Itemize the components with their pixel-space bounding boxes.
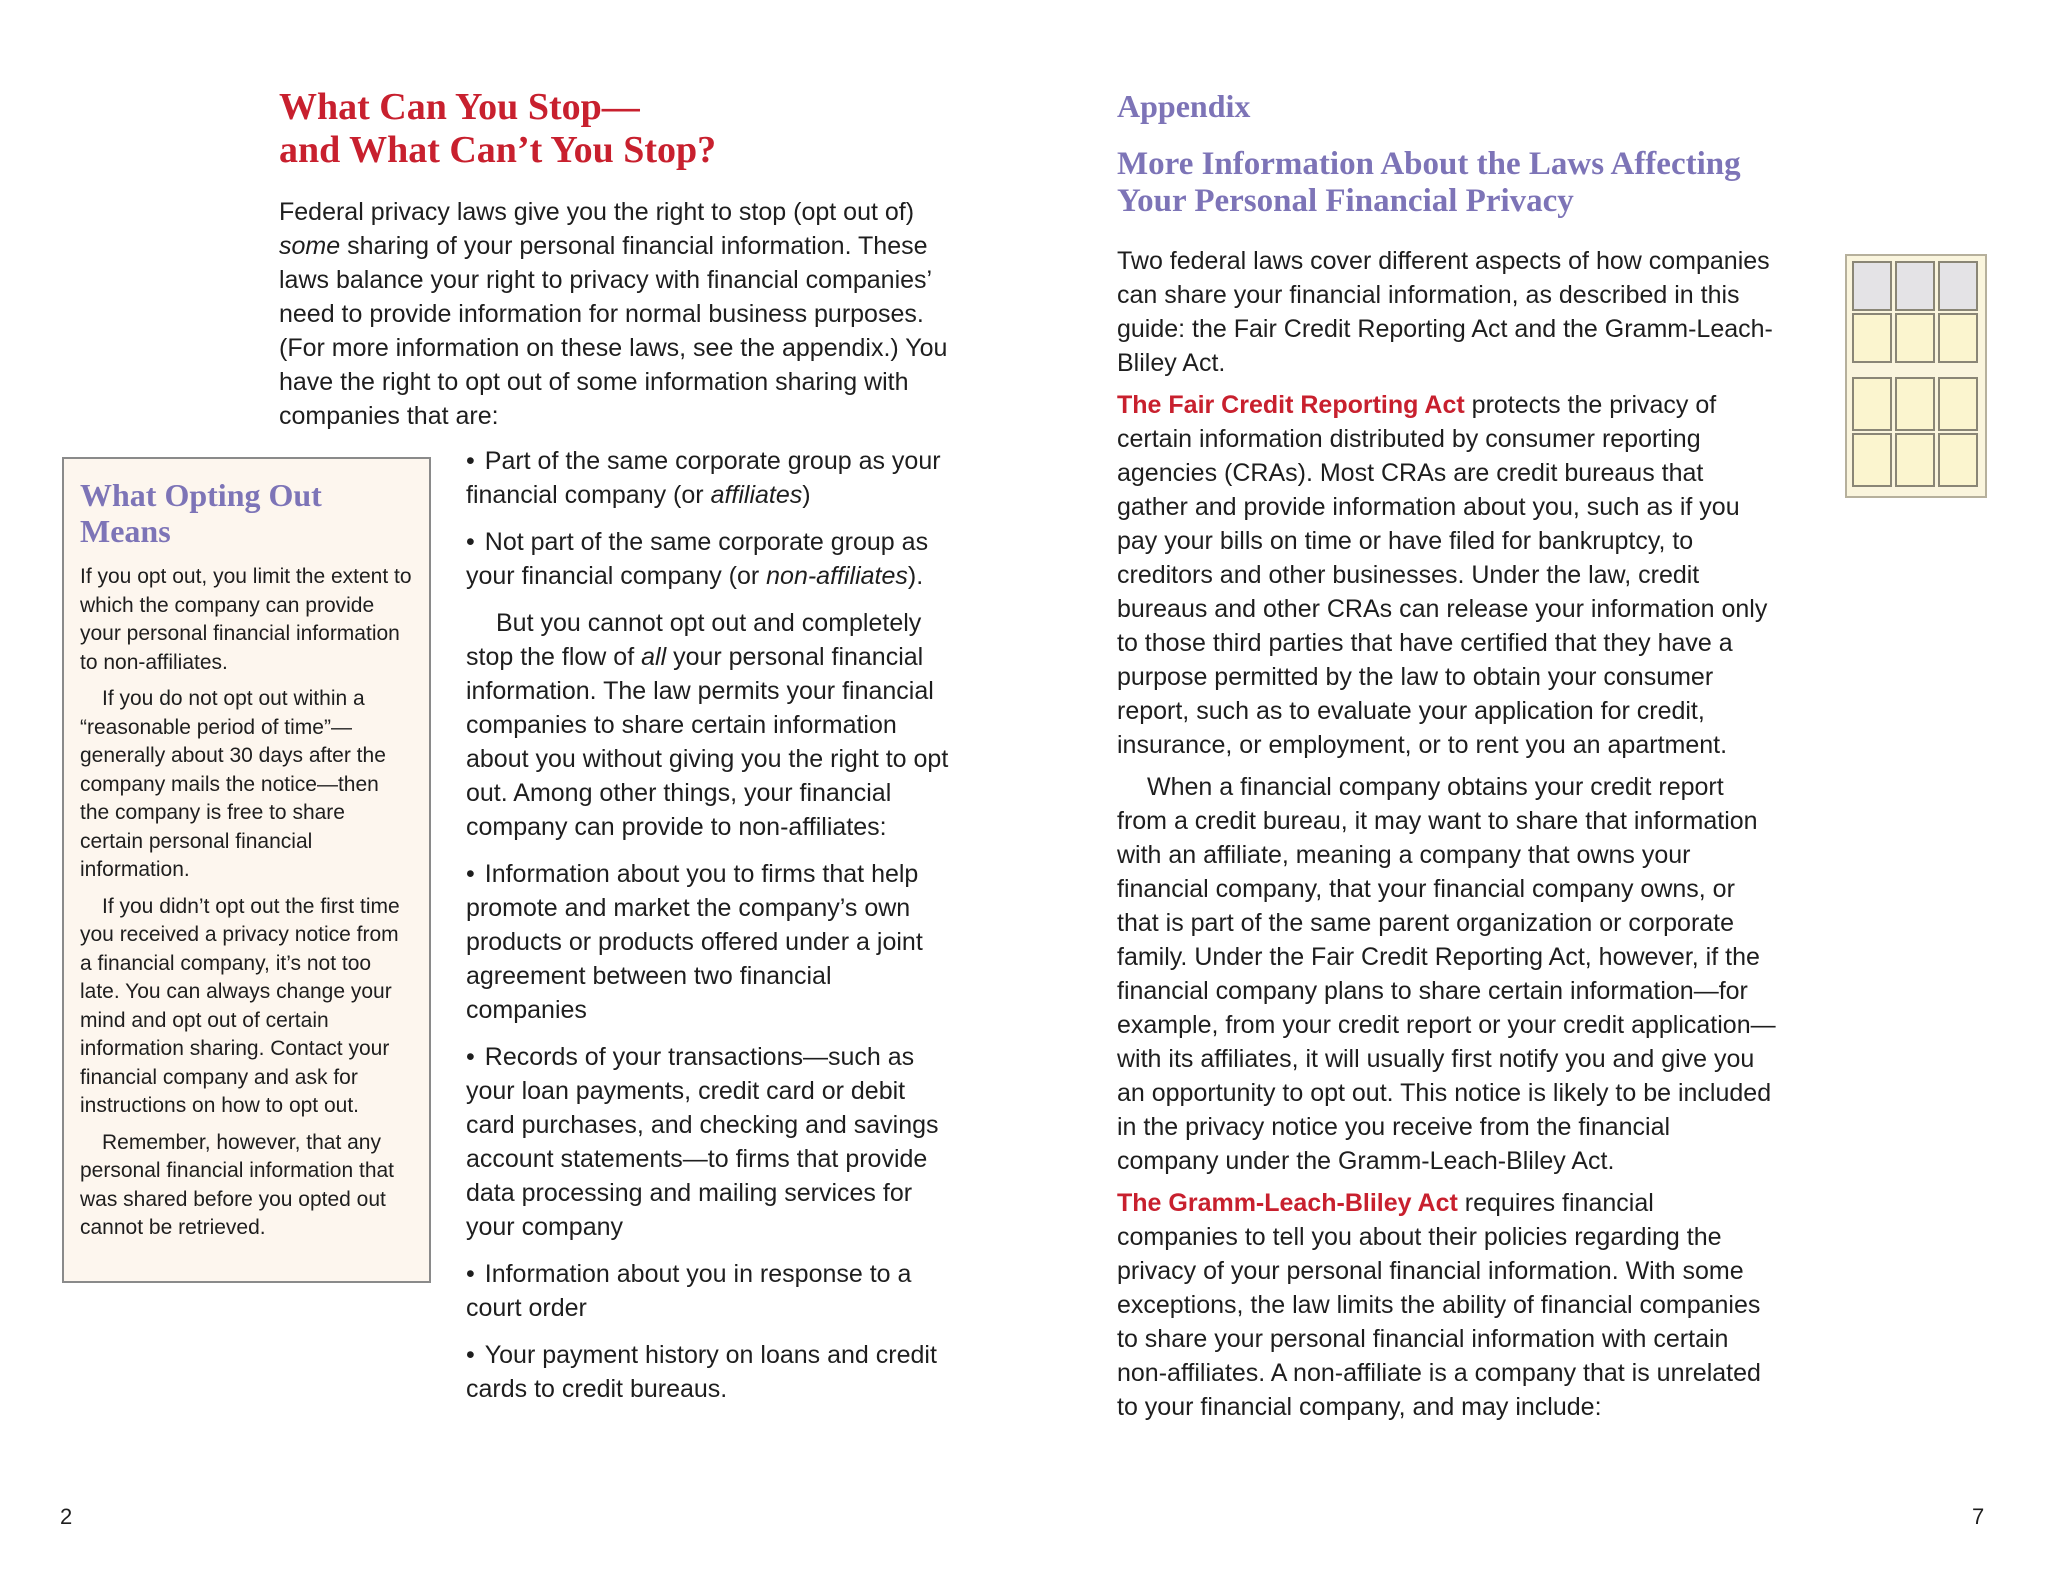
bullet-icon: • [466,447,475,475]
window-illustration-icon [1845,254,1987,498]
bullet-icon: • [466,528,475,556]
heading-line-1: More Information About the Laws Affecting [1117,146,1741,182]
body-paragraph: When a financial company obtains your credit report from a credit bureau, it may want to share that information with an affiliate, meaning a company that owns your financial company, that your financial company owns, or that is part of the same parent organization or corporate family. Under the Fair Credit Reporting Act, however, if the financial company plans to share certain information—for example, from your credit report or your credit application—with its affiliates, it will usually first notify you and give you an opportunity to opt out. This notice is likely to be included in the privacy notice you receive from the financial company under the Gramm-Leach-Bliley Act. [1117,773,1776,1175]
intro-paragraph [279,195,949,433]
page-number-left: 2 [60,1504,73,1529]
body-paragraph: The Fair Credit Reporting Act protects the privacy of certain information distributed by consumer reporting agencies (CRAs). Most CRAs are credit bureaus that gather and provide information about you, such as if you pay your bills on time or have filed for bankruptcy, to creditors and other businesses. Under the law, credit bureaus and other CRAs can release your information only to those third parties that have certified that they have a purpose permitted by the law to obtain your consumer report, such as to evaluate your application for credit, insurance, or employment, or to rent you an apartment. [1117,391,1768,759]
fcra-label: The Fair Credit Reporting Act [1117,391,1465,419]
page-title [279,86,979,172]
bullet-item: • Information about you in response to a court order [466,1260,912,1322]
window-svg-icon [1847,256,1985,496]
appendix-label: Appendix [1117,88,1251,124]
appendix-body [1117,244,1777,1432]
bullet-icon: • [466,860,475,888]
sidebar-paragraph: If you opt out, you limit the extent to which the company can provide your personal financial information to non-affiliates. [80,565,412,674]
title-line-2: and What Can’t You Stop? [279,129,717,171]
bullet-icon: • [466,1043,475,1071]
section-heading [1117,146,1837,220]
bullet-column [466,444,956,1419]
sidebar-title: What Opting Out Means [80,477,322,549]
body-paragraph: The Gramm-Leach-Bliley Act requires financial companies to tell you about their policies regarding the privacy of your personal financial information. With some exceptions, the law limits the ability of financial companies to share your personal financial information with certain non-affiliates. A non-affiliate is a company that is unrelated to your financial company, and may include: [1117,1189,1761,1421]
sidebar-paragraph: If you didn’t opt out the first time you received a privacy notice from a financial company, it’s not too late. You can always change your mind and opt out of certain information sharing. Contact your financial company and ask for instructions on how to opt out. [80,894,400,1117]
bullet-item: • Not part of the same corporate group as your financial company (or non-affiliates). [466,528,929,590]
heading-line-2: Your Personal Financial Privacy [1117,183,1574,219]
bullet-icon: • [466,1341,475,1369]
bullet-item: • Part of the same corporate group as your financial company (or affiliates) [466,447,941,509]
bullet-item: • Your payment history on loans and credit cards to credit bureaus. [466,1341,937,1403]
page-number-right: 7 [1972,1504,1985,1529]
title-line-1: What Can You Stop— [279,86,640,128]
body-paragraph: Two federal laws cover different aspects of how companies can share your financial information, as described in this guide: the Fair Credit Reporting Act and the Gramm-Leach-Bliley Act. [1117,247,1773,377]
sidebar-box [62,457,431,1283]
sidebar-paragraph: If you do not opt out within a “reasonable period of time”—generally about 30 days after the company mails the notice—then the company is free to share certain personal financial information. [80,687,386,881]
intro-emphasis: some [279,232,341,260]
sidebar-paragraph: Remember, however, that any personal financial information that was shared before you opted out cannot be retrieved. [80,1130,395,1239]
middle-paragraph: But you cannot opt out and completely stop the flow of all your personal financial information. The law permits your financial companies to share certain information about you without giving you the right to opt out. Among other things, your financial company can provide to non-affiliates: [466,609,949,841]
intro-text-b: sharing of your personal financial information. These laws balance your right to privacy with financial companies’ need to provide information for normal business purposes. (For more information on these laws, see the appendix.) You have the right to opt out of some information sharing with companies that are: [279,232,948,430]
intro-text-a: Federal privacy laws give you the right to stop (opt out of) [279,198,915,226]
glba-label: The Gramm-Leach-Bliley Act [1117,1189,1458,1217]
bullet-item: • Records of your transactions—such as your loan payments, credit card or debit card purchases, and checking and savings account statements—to firms that provide data processing and mailing services for your company [466,1043,939,1241]
bullet-icon: • [466,1260,475,1288]
bullet-item: • Information about you to firms that help promote and market the company’s own products or products offered under a joint agreement between two financial companies [466,860,923,1024]
